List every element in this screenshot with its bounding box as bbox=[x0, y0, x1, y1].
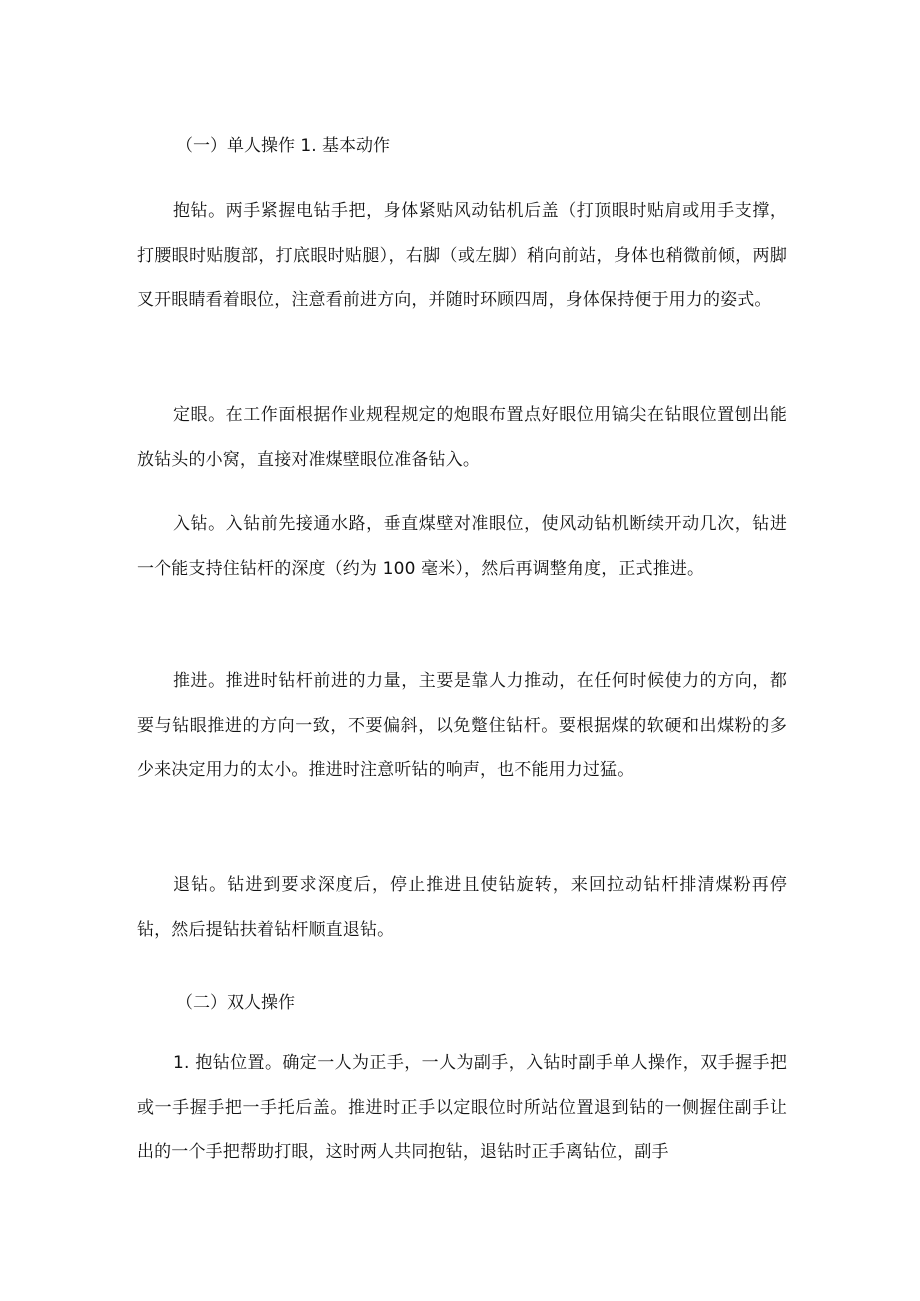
paragraph-advance: 推进。推进时钻杆前进的力量，主要是靠人力推动，在任何时候使力的方向，都要与钻眼推进的方向一致，不要偏斜，以免蹩住钻杆。要根据煤的软硬和出煤粉的多少来决定用力的太小。推进时注意听钻的响声，也不能用力过猛。 bbox=[137, 671, 787, 780]
section-heading-double-operation: （二）双人操作 bbox=[176, 993, 295, 1013]
section-heading-single-operation: （一）单人操作 1. 基本动作 bbox=[176, 136, 391, 156]
paragraph-withdraw: 退钻。钻进到要求深度后，停止推进且使钻旋转，来回拉动钻杆排清煤粉再停钻，然后提钻扶着钻杆顺直退钻。 bbox=[137, 875, 787, 940]
paragraph-start-drilling: 入钻。入钻前先接通水路，垂直煤壁对准眼位，使风动钻机断续开动几次，钻进一个能支持住钻杆的深度（约为 100 毫米），然后再调整角度，正式推进。 bbox=[137, 514, 787, 579]
paragraph-hold-drill: 抱钻。两手紧握电钻手把，身体紧贴风动钻机后盖（打顶眼时贴肩或用手支撑，打腰眼时贴腹部，打底眼时贴腿），右脚（或左脚）稍向前站，身体也稍微前倾，两脚叉开眼睛看着眼位，注意看前进方向，并随时环顾四周，身体保持便于用力的姿式。 bbox=[137, 201, 787, 310]
paragraph-drill-position: 1. 抱钻位置。确定一人为正手，一人为副手，入钻时副手单人操作，双手握手把或一手握手把一手托后盖。推进时正手以定眼位时所站位置退到钻的一侧握住副手让出的一个手把帮助打眼，这时两人共同抱钻，退钻时正手离钻位，副手 bbox=[137, 1053, 787, 1162]
paragraph-locate-hole: 定眼。在工作面根据作业规程规定的炮眼布置点好眼位用镐尖在钻眼位置刨出能放钻头的小窝，直接对准煤壁眼位准备钻入。 bbox=[137, 405, 787, 470]
